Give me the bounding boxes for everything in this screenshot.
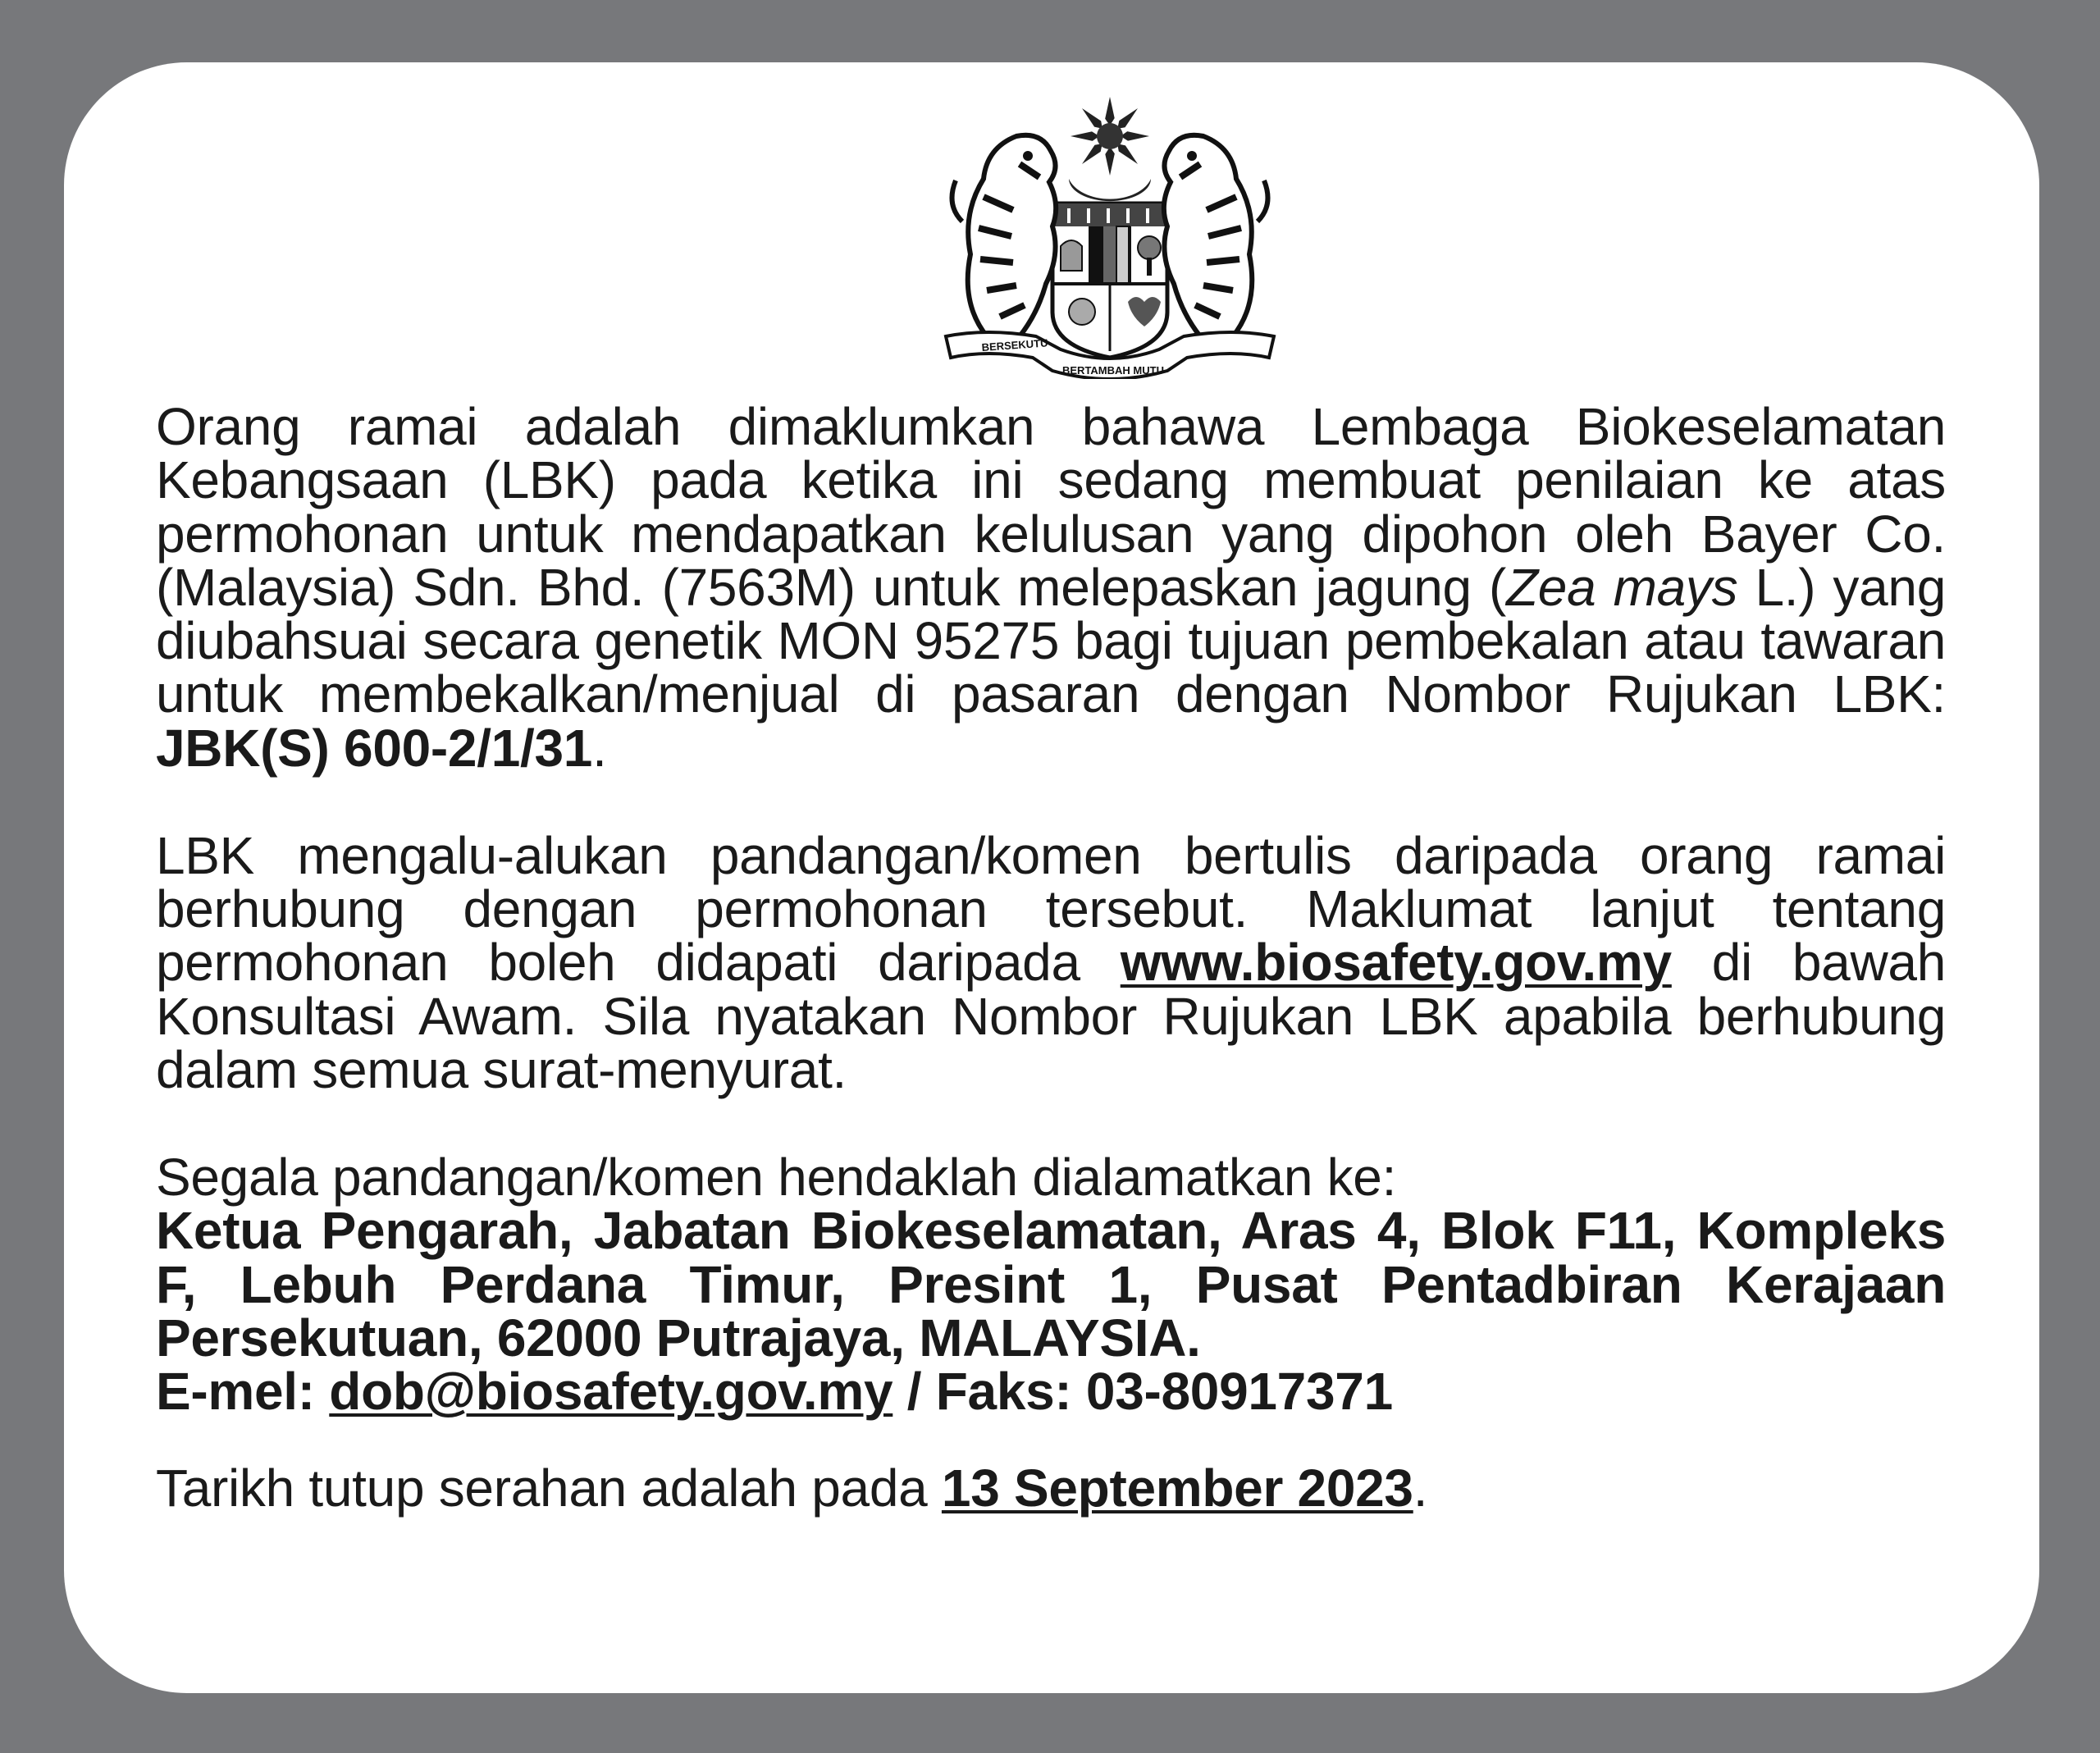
notice-card (64, 62, 2039, 1693)
period: . (1413, 1458, 1428, 1518)
malaysia-coat-of-arms-icon (938, 90, 1282, 379)
paragraph-address (156, 1148, 1946, 1422)
paragraph-invitation (156, 825, 1946, 1099)
notice-body (156, 397, 1946, 1518)
deadline-text: Tarikh tutup serahan adalah pada (156, 1458, 942, 1518)
address-intro: Segala pandangan/komen hendaklah dialamatkan ke: (156, 1148, 1397, 1207)
period: . (592, 718, 607, 778)
lbk-reference-number: JBK(S) 600-2/1/31 (156, 718, 593, 778)
invitation-text-cont: di bawah Konsultasi Awam. Sila nyatakan Nombor Rujukan LBK apabila berhubung dalam semua surat-menyurat. (156, 933, 1946, 1099)
announcement-text: Orang ramai adalah dimaklumkan bahawa Lembaga Biokeselamatan Kebangsaan (LBK) pada ketika ini sedang membuat penilaian ke atas permohonan untuk mendapatkan kelulusan yang dipohon oleh Bayer Co. (Malaysia) Sdn. Bhd. (7563M) untuk melepaskan jagung ( (156, 397, 1946, 617)
svg-text:BERSEKUTU: BERSEKUTU (981, 336, 1048, 354)
biosafety-website-link[interactable]: www.biosafety.gov.my (1120, 933, 1672, 993)
paragraph-announcement (156, 397, 1946, 778)
paragraph-deadline (156, 1458, 1946, 1518)
svg-text:BERTAMBAH MUTU: BERTAMBAH MUTU (1062, 364, 1164, 377)
species-name: Zea mays (1506, 557, 1738, 617)
email-link[interactable]: dob@biosafety.gov.my (329, 1362, 893, 1422)
fax-number: / Faks: 03-80917371 (892, 1362, 1393, 1422)
deadline-date: 13 September 2023 (941, 1458, 1413, 1518)
postal-address: Ketua Pengarah, Jabatan Biokeselamatan, Aras 4, Blok F11, Kompleks F, Lebuh Perdana Timur, Presint 1, Pusat Pentadbiran Kerajaan Persekutuan, 62000 Putrajaya, MALAYSIA. (156, 1201, 1946, 1367)
invitation-text: LBK mengalu-alukan pandangan/komen bertulis daripada orang ramai berhubung dengan permohonan tersebut. Maklumat lanjut tentang permohonan boleh didapati daripada (156, 825, 1946, 993)
email-label: E-mel: (156, 1362, 330, 1422)
announcement-text-cont: L.) yang diubahsuai secara genetik MON 95275 bagi tujuan pembekalan atau tawaran untuk membekalkan/menjual di pasaran dengan Nombor Rujukan LBK: (156, 557, 1946, 724)
